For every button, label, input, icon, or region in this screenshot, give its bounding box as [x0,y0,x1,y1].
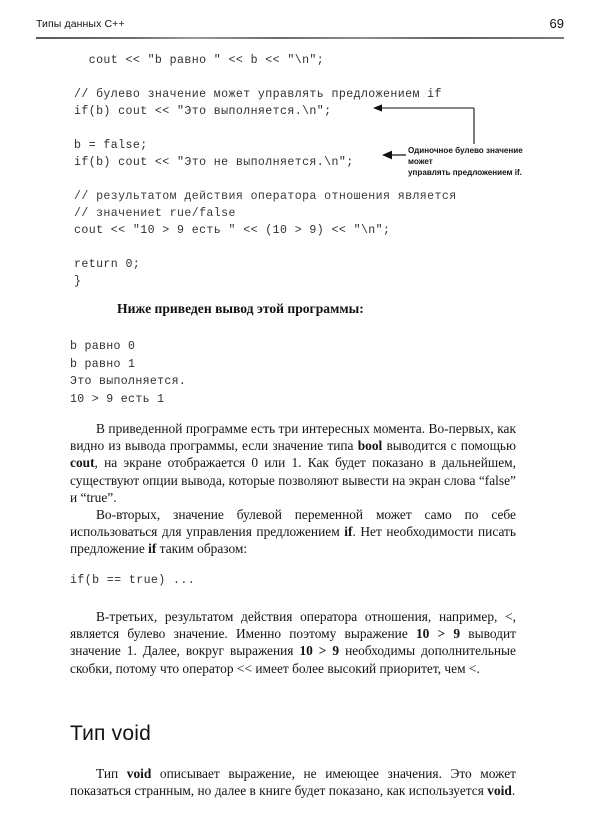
code-line: // результатом действия оператора отношения является [74,190,457,203]
running-head [36,18,564,36]
code-comment-relational-1 [74,188,457,205]
code-line: } [74,275,82,288]
code-line-assign-false [74,137,148,154]
paragraph-third-point [70,608,516,677]
code-comment-relational-2 [74,205,236,222]
callout-arrowhead-top [373,104,382,111]
paragraph-text: В-третьих, результатом действия оператора отношения, например, <, является булево значение. Именно поэтому выражение 10 > 9 выводит значение 1. Далее, вокруг выражения 10 > 9 необходимы дополнительные скобки, потому что оператор << имеет более высокий приоритет, чем <. [70,609,516,676]
code-line-return [74,256,140,273]
paragraph-second-point [70,506,516,558]
code-example-if-equality: if(b == true) ... [70,574,196,587]
code-line: cout << "b равно " << b << "\n"; [74,54,325,67]
callout-label-line-2: управлять предложением if. [408,168,522,177]
paragraph-void-description [70,765,516,799]
program-output-line: b равно 1 [70,357,136,371]
program-output-line: 10 > 9 есть 1 [70,392,165,406]
paragraph-text: Во-вторых, значение булевой переменной может само по себе использоваться для управления предложением if. Нет необходимости писать предложение if таким образом: [70,507,516,557]
code-line: b = false; [74,139,148,152]
header-rule [36,37,564,39]
callout-label-line-1: Одиночное булево значение может [408,146,523,166]
paragraph-text: Тип void описывает выражение, не имеющее значения. Это может показаться странным, но далее в книге будет показано, как используется void. [70,766,517,799]
code-line: if(b) cout << "Это выполняется.\n"; [74,105,332,118]
section-heading-void: Тип void [70,722,151,745]
code-line-if-b-true [74,103,332,120]
callout-label [408,145,538,178]
page-number: 69 [549,16,564,31]
code-line: return 0; [74,258,141,271]
output-intro-text: Ниже приведен вывод этой программы: [117,301,364,316]
callout-arrowhead-bottom [382,151,392,160]
program-output-line: b равно 0 [70,340,136,353]
code-block-listing-part1 [74,52,324,69]
running-head-title: Типы данных C++ [36,18,125,30]
program-output-line: Это выполняется. [70,375,187,388]
code-line: cout << "10 > 9 есть " << (10 > 9) << "\n"; [74,224,391,237]
code-line: // значениеt rue/false [74,207,236,220]
paragraph-text: В приведенной программе есть три интересных момента. Во-первых, как видно из вывода программы, если значение типа bool выводится с помощью cout, на экране отображается 0 или 1. Как будет показано в дальнейшем, существуют опции вывода, которые позволяют вывести на экран слова “false” и “true”. [70,421,516,505]
code-line-closing-brace [74,273,81,290]
code-line-if-b-false [74,154,354,171]
code-line-cout-relational [74,222,390,239]
code-line: if(b) cout << "Это не выполняется.\n"; [74,156,354,169]
code-line: // булево значение может управлять предложением if [74,88,442,101]
paragraph-first-point [70,420,516,506]
